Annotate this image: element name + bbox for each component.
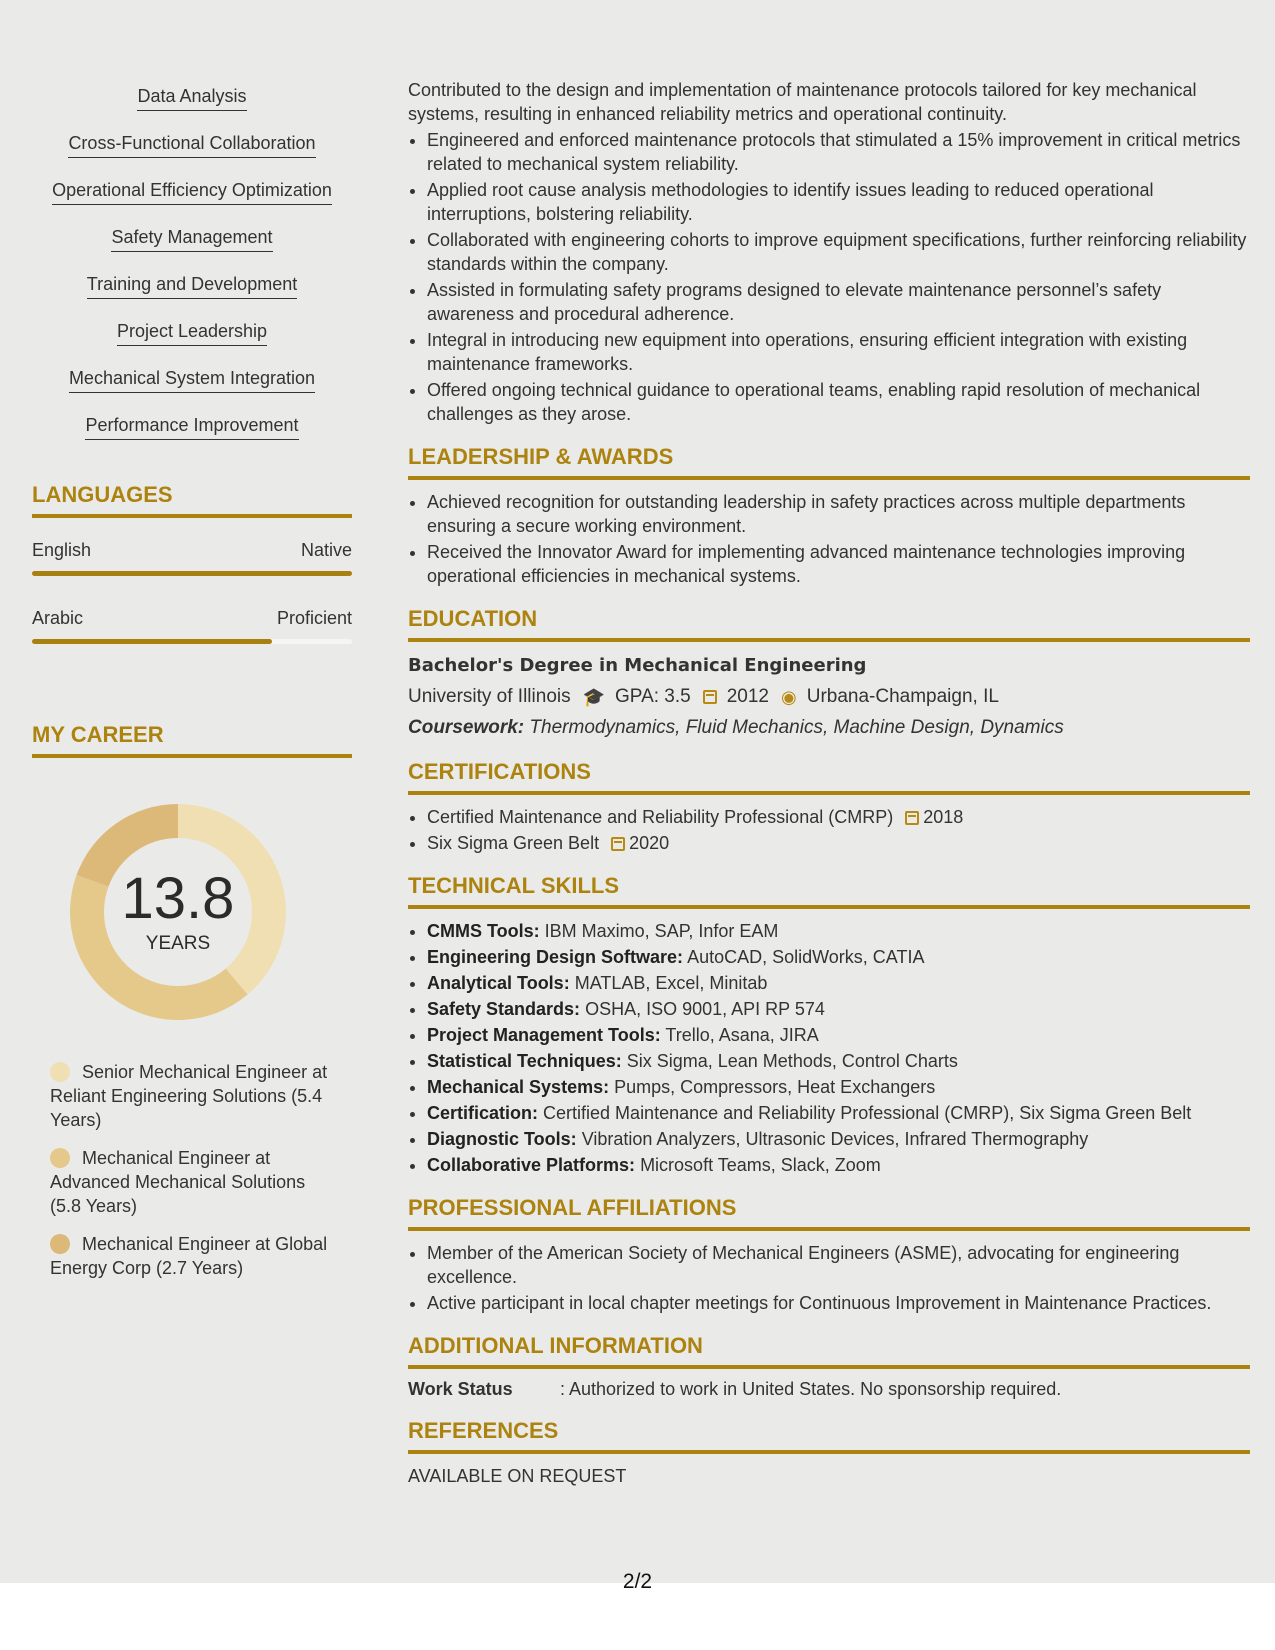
certifications-list [408,805,1250,855]
list-item [427,1075,1250,1099]
skill-value: Vibration Analyzers, Ultrasonic Devices, Infrared Thermography [581,1129,1089,1149]
list-item [427,1101,1250,1125]
technical-list [408,919,1250,1177]
list-item [427,831,1250,855]
references-title: REFERENCES [408,1418,1250,1454]
list-item [427,919,1250,943]
coursework-label: Coursework: [408,717,525,738]
career-total-years: 13.8 [121,866,235,931]
skill-key: Safety Standards: [427,999,581,1019]
skill-key: Diagnostic Tools: [427,1129,577,1149]
skill-value: Certified Maintenance and Reliability Professional (CMRP), Six Sigma Green Belt [543,1103,1192,1123]
list-item: • Offered ongoing technical guidance to operational teams, enabling rapid resolution of mechanical challenges as they arose. [427,378,1250,426]
career-legend-item [50,1060,340,1132]
certifications-title: CERTIFICATIONS [408,759,1250,795]
education-coursework [408,715,1250,741]
list-item: • Collaborated with engineering cohorts to improve equipment specifications, further reinforcing reliability standards within the company. [427,228,1250,276]
language-name: English [32,540,92,560]
technical-title: TECHNICAL SKILLS [408,873,1250,909]
career-legend-text: Mechanical Engineer at Global Energy Corp (2.7 Years) [50,1234,328,1278]
coursework-text: Thermodynamics, Fluid Mechanics, Machine Design, Dynamics [529,717,1064,738]
career-total-unit: YEARS [145,933,211,954]
skill-key: Statistical Techniques: [427,1051,622,1071]
list-item [427,945,1250,969]
calendar-icon [611,837,625,851]
affiliations-title: PROFESSIONAL AFFILIATIONS [408,1195,1250,1231]
skill-key: Analytical Tools: [427,973,570,993]
language-bar-fill [32,639,272,644]
skill-tag: Safety Management [111,227,272,252]
languages-title: LANGUAGES [32,482,352,518]
education-location: Urbana-Champaign, IL [806,686,999,707]
career-legend-text: Senior Mechanical Engineer at Reliant Engineering Solutions (5.4 Years) [50,1062,328,1130]
work-status-value: : Authorized to work in United States. No sponsorship required. [560,1379,1062,1399]
education-gpa: GPA: 3.5 [615,686,691,707]
languages-section [32,482,352,644]
page-number: 2/2 [622,1570,653,1593]
list-item: • Achieved recognition for outstanding leadership in safety practices across multiple departments ensuring a secure working environment. [427,490,1250,538]
language-item [32,540,352,576]
certification-year: 2020 [629,833,670,853]
skills-list [32,86,352,462]
skill-value: Trello, Asana, JIRA [665,1025,819,1045]
language-item [32,608,352,644]
certification-name: Certified Maintenance and Reliability Professional (CMRP) [427,807,894,827]
skill-tag: Cross-Functional Collaboration [68,133,315,158]
list-item [427,971,1250,995]
language-bar [32,639,352,644]
legend-dot [50,1234,70,1254]
career-title: MY CAREER [32,722,352,758]
list-item [427,1023,1250,1047]
additional-title: ADDITIONAL INFORMATION [408,1333,1250,1369]
location-pin-icon: ◉ [781,687,797,707]
references-text: AVAILABLE ON REQUEST [408,1466,627,1486]
calendar-icon [703,690,717,704]
list-item: • Assisted in formulating safety programs designed to elevate maintenance personnel’s safety awareness and procedural adherence. [427,278,1250,326]
skill-tag: Mechanical System Integration [69,368,315,393]
list-item: • Active participant in local chapter meetings for Continuous Improvement in Maintenance Practices. [427,1291,1250,1315]
list-item: • Integral in introducing new equipment into operations, ensuring efficient integration with existing maintenance frameworks. [427,328,1250,376]
language-level: Native [300,540,352,560]
skill-value: Six Sigma, Lean Methods, Control Charts [626,1051,958,1071]
list-item [427,1127,1250,1151]
list-item [427,805,1250,829]
skill-tag: Operational Efficiency Optimization [52,180,332,205]
list-item: • Applied root cause analysis methodologies to identify issues leading to reduced operational interruptions, bolstering reliability. [427,178,1250,226]
skill-tag: Project Leadership [117,321,267,346]
list-item: • Engineered and enforced maintenance protocols that stimulated a 15% improvement in critical metrics related to mechanical system reliability. [427,128,1250,176]
skill-key: Collaborative Platforms: [427,1155,636,1175]
certification-name: Six Sigma Green Belt [427,833,600,853]
leadership-bullets [408,490,1250,588]
skill-tag: Data Analysis [137,86,246,111]
language-bar-fill [32,571,352,576]
list-item: • Member of the American Society of Mechanical Engineers (ASME), advocating for engineering excellence. [427,1241,1250,1289]
career-legend-item [50,1232,340,1280]
language-level: Proficient [276,608,352,628]
skill-value: Microsoft Teams, Slack, Zoom [640,1155,881,1175]
skill-tag: Performance Improvement [85,415,298,440]
language-bar [32,571,352,576]
skill-key: CMMS Tools: [427,921,540,941]
skill-value: OSHA, ISO 9001, API RP 574 [585,999,825,1019]
skill-value: AutoCAD, SolidWorks, CATIA [687,947,925,967]
language-name: Arabic [32,608,84,628]
education-title: EDUCATION [408,606,1250,642]
list-item [427,1153,1250,1177]
list-item [427,1049,1250,1073]
education-details [408,684,1250,710]
right-column [408,78,1250,1487]
skill-key: Mechanical Systems: [427,1077,610,1097]
career-section [32,722,352,1278]
list-item: • Received the Innovator Award for implementing advanced maintenance technologies improving operational efficiencies in mechanical systems. [427,540,1250,588]
career-legend [50,1060,340,1294]
graduation-cap-icon: 🎓 [582,687,606,707]
legend-dot [50,1062,70,1082]
career-legend-item [50,1146,340,1218]
education-year: 2012 [726,686,769,707]
skill-value: MATLAB, Excel, Minitab [574,973,768,993]
affiliations-list [408,1241,1250,1315]
list-item [427,997,1250,1021]
experience-bullets [408,128,1250,426]
certification-year: 2018 [923,807,964,827]
skill-key: Project Management Tools: [427,1025,661,1045]
leadership-title: LEADERSHIP & AWARDS [408,444,1250,480]
career-legend-text: Mechanical Engineer at Advanced Mechanical Solutions (5.8 Years) [50,1148,306,1216]
career-donut-chart [66,800,290,1024]
skill-value: IBM Maximo, SAP, Infor EAM [544,921,779,941]
skill-value: Pumps, Compressors, Heat Exchangers [614,1077,936,1097]
education-school: University of Illinois [408,686,571,707]
legend-dot [50,1148,70,1168]
skill-key: Certification: [427,1103,539,1123]
skill-key: Engineering Design Software: [427,947,684,967]
education-degree: Bachelor's Degree in Mechanical Engineering [408,655,867,676]
experience-summary: Contributed to the design and implementation of maintenance protocols tailored for key mechanical systems, resulting in enhanced reliability metrics and operational continuity. [408,80,1197,124]
calendar-icon [905,811,919,825]
skill-tag: Training and Development [87,274,297,299]
work-status-label: Work Status [408,1379,513,1399]
work-status [408,1379,1250,1400]
